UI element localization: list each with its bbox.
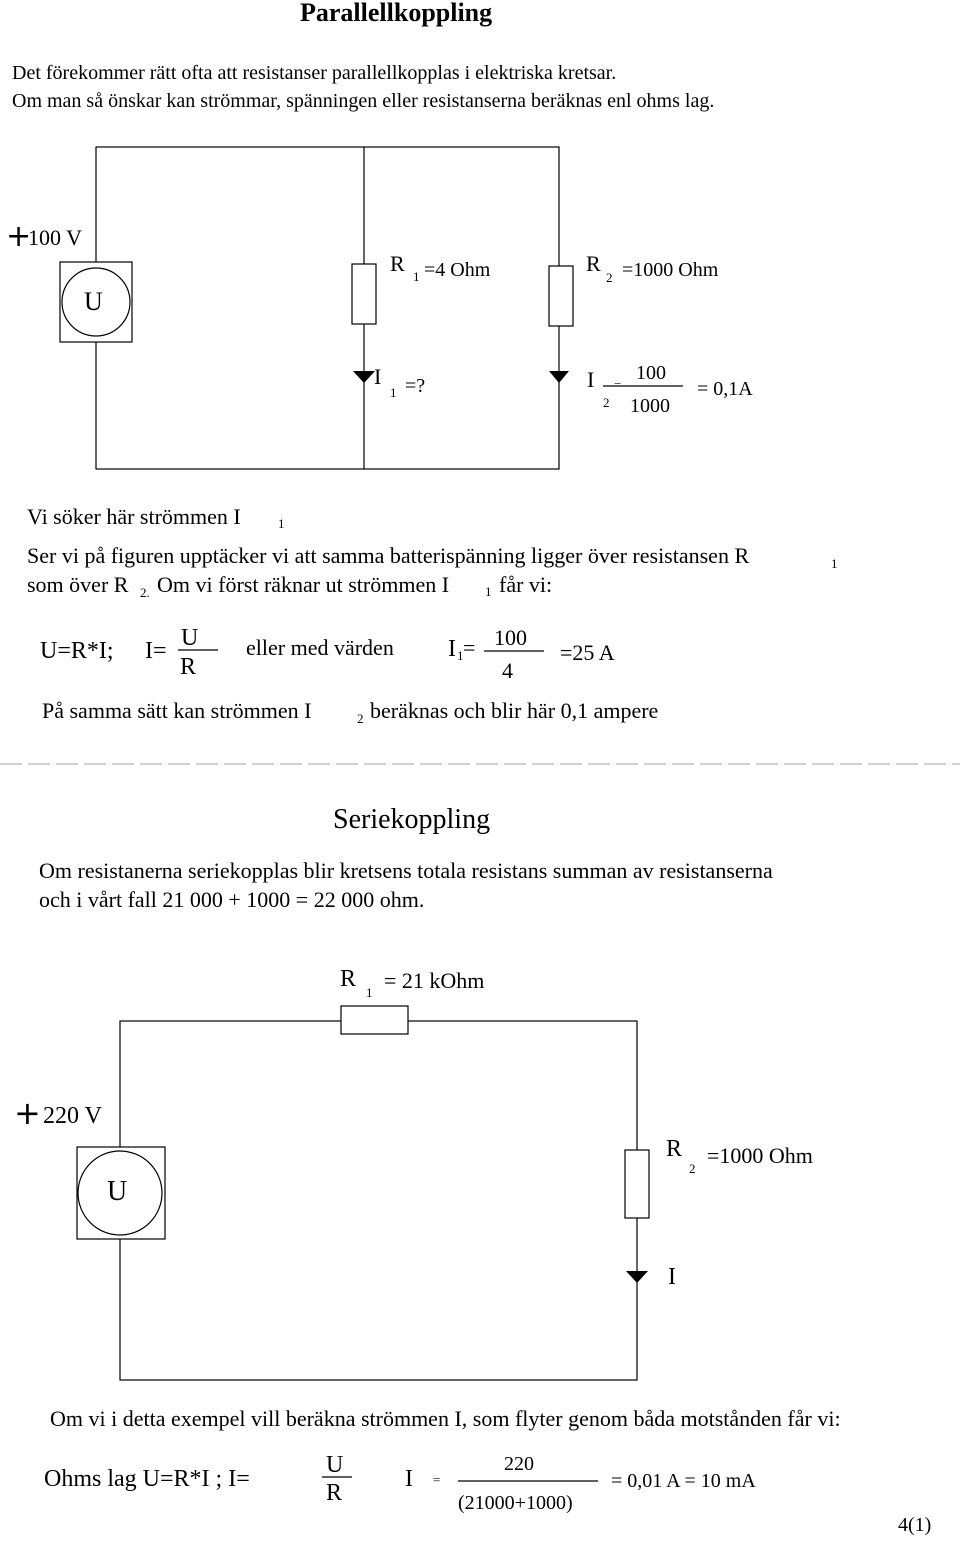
fraction-denominator: R	[326, 1480, 343, 1506]
i1-value: =?	[405, 375, 426, 397]
r2-value: =1000 Ohm	[622, 259, 719, 281]
r1-subscript: 1	[413, 269, 420, 284]
series-circuit	[77, 1006, 649, 1380]
explain-line-2-sub: 1	[831, 556, 838, 571]
resistor-r2	[549, 266, 573, 326]
source-symbol: U	[107, 1176, 128, 1207]
series-circuit-wires	[120, 1021, 637, 1380]
arrow-down-icon	[549, 371, 569, 383]
resistor-r2	[625, 1150, 649, 1218]
parallel-circuit	[60, 147, 683, 469]
i-equals: =	[433, 1472, 441, 1487]
arrow-down-icon	[626, 1271, 648, 1283]
explain-line-5a: På samma sätt kan strömmen I	[42, 698, 312, 723]
intro-line-2: Om man så önskar kan strömmar, spänningen eller resistanserna beräknas enl ohms lag.	[12, 90, 715, 112]
explain-line-1: Vi söker här strömmen I	[27, 504, 241, 529]
r1-letter: R	[340, 966, 357, 992]
fraction-numerator: U	[181, 625, 199, 651]
i1-subscript: 1	[390, 385, 397, 400]
supply-voltage-label: 100 V	[28, 225, 82, 250]
explain-line-3a: som över R	[27, 572, 129, 597]
bottom-line-1: Om vi i detta exempel vill beräkna strömmen I, som flyter genom båda motstånden får vi:	[50, 1406, 841, 1431]
i2-equals: =	[614, 377, 622, 392]
explain-line-3b: Om vi först räknar ut strömmen I	[157, 572, 450, 597]
resistor-r1	[341, 1006, 408, 1034]
i2-subscript: 2	[603, 395, 610, 410]
arrow-down-icon	[353, 371, 375, 383]
i1-equals: =	[463, 635, 476, 660]
explain-line-3-sub: 2.	[140, 585, 150, 600]
series-line-1: Om resistanerna seriekopplas blir kretsens totala resistans summan av resistanserna	[39, 858, 773, 883]
page-number: 4(1)	[898, 1514, 932, 1536]
parallel-circuit-wires	[96, 147, 559, 469]
r1-letter: R	[390, 251, 405, 276]
i2-letter: I	[587, 367, 595, 392]
r2-value: =1000 Ohm	[707, 1143, 813, 1168]
series-title: Seriekoppling	[333, 804, 491, 835]
i1-result: =25 A	[560, 640, 615, 665]
i2-numerator: 100	[636, 362, 666, 384]
i2-denominator: 1000	[630, 395, 670, 417]
with-values-label: eller med värden	[246, 635, 394, 660]
i2-result: = 0,1A	[697, 378, 753, 400]
explain-line-3c: får vi:	[499, 572, 553, 597]
i-letter: I	[668, 1264, 676, 1290]
i-letter: I	[405, 1466, 413, 1492]
ohms-law-label: Ohms lag U=R*I ; I=	[44, 1466, 250, 1492]
explain-line-3-sub2: 1	[485, 584, 492, 599]
calc-result: = 0,01 A = 10 mA	[611, 1470, 756, 1492]
explain-line-5-sub: 2	[357, 711, 364, 726]
r2-letter: R	[666, 1136, 683, 1162]
r2-subscript: 2	[689, 1161, 696, 1176]
i1-denominator: 4	[502, 658, 513, 683]
r2-letter: R	[586, 251, 601, 276]
explain-line-2: Ser vi på figuren upptäcker vi att samma batterispänning ligger över resistansen R	[27, 543, 750, 568]
r1-value: = 21 kOhm	[384, 968, 485, 993]
fraction-numerator: U	[326, 1452, 344, 1478]
current-formula: I=	[145, 638, 167, 664]
ohms-law-formula: U=R*I;	[40, 638, 114, 664]
source-symbol: U	[84, 287, 103, 316]
page-title: Parallellkoppling	[300, 0, 493, 27]
explain-line-5b: beräknas och blir här 0,1 ampere	[370, 698, 659, 723]
supply-voltage-label: 220 V	[43, 1103, 102, 1129]
i1-letter: I	[448, 636, 456, 662]
plus-icon: +	[6, 219, 32, 254]
i1-letter: I	[374, 364, 382, 389]
resistor-r1	[352, 264, 376, 324]
series-line-2: och i vårt fall 21 000 + 1000 = 22 000 ohm.	[39, 887, 425, 912]
r2-subscript: 2	[606, 270, 613, 285]
fraction-denominator: R	[180, 654, 197, 680]
r1-value: =4 Ohm	[424, 259, 491, 281]
calc-numerator: 220	[504, 1453, 534, 1475]
calc-denominator: (21000+1000)	[458, 1492, 573, 1514]
r1-subscript: 1	[366, 985, 373, 1000]
i1-numerator: 100	[494, 625, 527, 650]
plus-icon: +	[14, 1094, 41, 1132]
intro-line-1: Det förekommer rätt ofta att resistanser parallellkopplas i elektriska kretsar.	[12, 62, 617, 84]
i1-subscript: 1	[457, 648, 464, 663]
explain-line-1-sub: 1	[278, 516, 285, 531]
